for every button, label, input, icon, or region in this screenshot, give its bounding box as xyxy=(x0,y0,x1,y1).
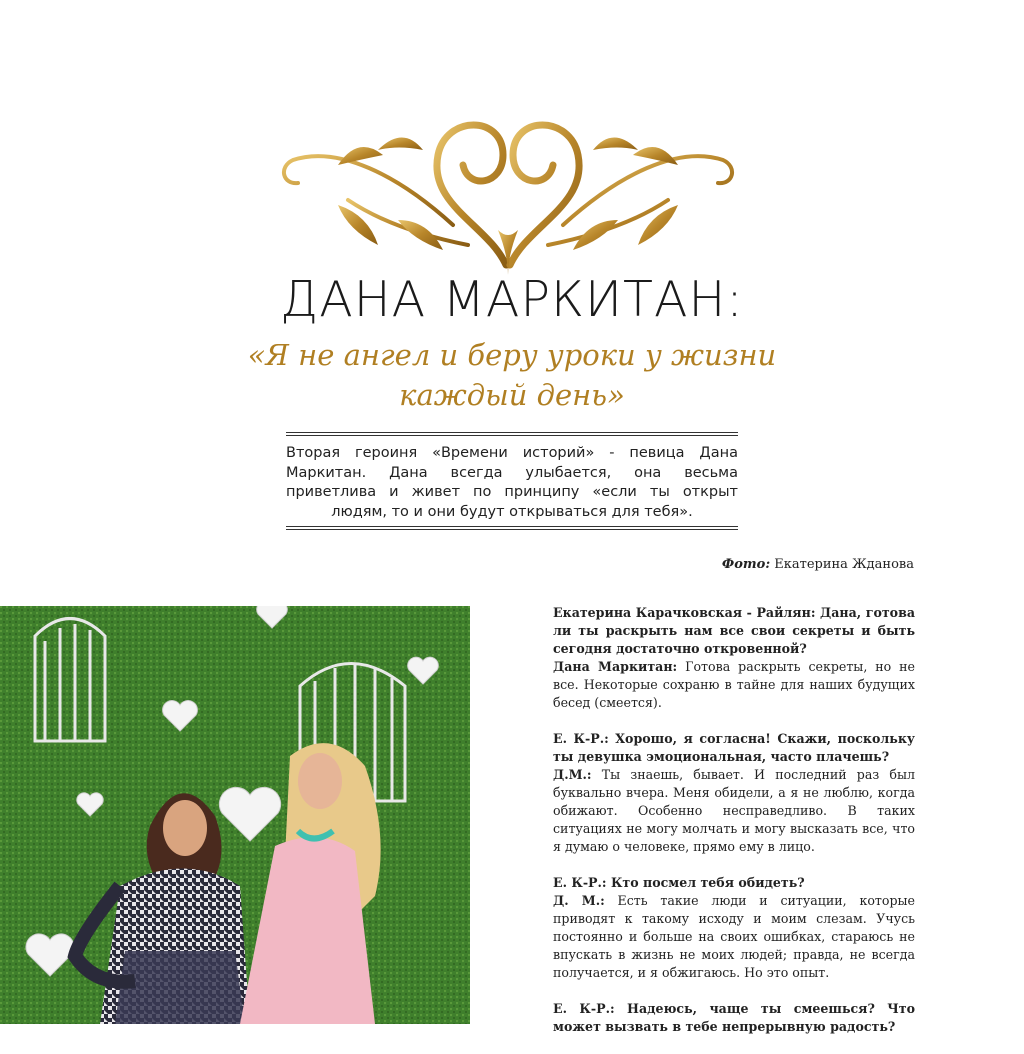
qa-block-4 xyxy=(553,1000,915,1036)
lead-top-rule xyxy=(286,432,738,436)
answer-2-label: Д.М.: xyxy=(553,767,592,782)
qa-block-3 xyxy=(553,874,915,982)
lead-paragraph: Вторая героиня «Времени историй» - певица Дана Маркитан. Дана всегда улыбается, она весьма приветлива и живет по принципу «если ты открыт людям, то и они будут открываться для тебя». xyxy=(286,445,738,520)
photo-credit-label: Фото: xyxy=(721,557,771,572)
question-2: Е. К-Р.: Хорошо, я согласна! Скажи, поскольку ты девушка эмоциональная, часто плачешь? xyxy=(553,731,915,764)
photo-credit-name: Екатерина Жданова xyxy=(774,557,914,572)
answer-2: Ты знаешь, бывает. И последний раз был буквально вчера. Меня обидели, а я не люблю, когда обижают. Особенно несправедливо. В таких ситуациях не могу молчать и могу высказать все, что я думаю о человеке, прямо ему в лицо. xyxy=(553,767,915,854)
question-1: Екатерина Карачковская - Райлян: Дана, готова ли ты раскрыть нам все свои секреты и быть сегодня достаточно откровенной? xyxy=(553,605,915,656)
interview-text xyxy=(553,604,915,1054)
lead-bottom-rule xyxy=(286,526,738,530)
answer-3-label: Д. М.: xyxy=(553,893,605,908)
question-4: Е. К-Р.: Надеюсь, чаще ты смеешься? Что может вызвать в тебе непрерывную радость? xyxy=(553,1001,915,1034)
subtitle-line-2: каждый день» xyxy=(399,378,625,412)
question-3: Е. К-Р.: Кто посмел тебя обидеть? xyxy=(553,875,805,890)
qa-block-2 xyxy=(553,730,915,856)
article-subtitle xyxy=(0,335,1024,415)
answer-1: Готова раскрыть секреты, но не все. Некоторые сохраню в тайне для наших будущих бесед (смеется). xyxy=(553,659,915,710)
gold-ornament xyxy=(278,105,738,275)
subtitle-line-1: «Я не ангел и беру уроки у жизни xyxy=(247,338,777,372)
article-photo xyxy=(0,606,470,1024)
article-title: ДАНА МАРКИТАН: xyxy=(280,271,744,328)
photo-credit xyxy=(722,557,914,572)
qa-block-1 xyxy=(553,604,915,712)
answer-1-label: Дана Маркитан: xyxy=(553,659,678,674)
answer-3: Есть такие люди и ситуации, которые приводят к такому исходу и моим слезам. Учусь постоянно и больше на своих ошибках, стараюсь не впускать в жизнь не моих людей; правда, не всегда получается, и я обжигаюсь. Но это опыт. xyxy=(553,893,915,980)
